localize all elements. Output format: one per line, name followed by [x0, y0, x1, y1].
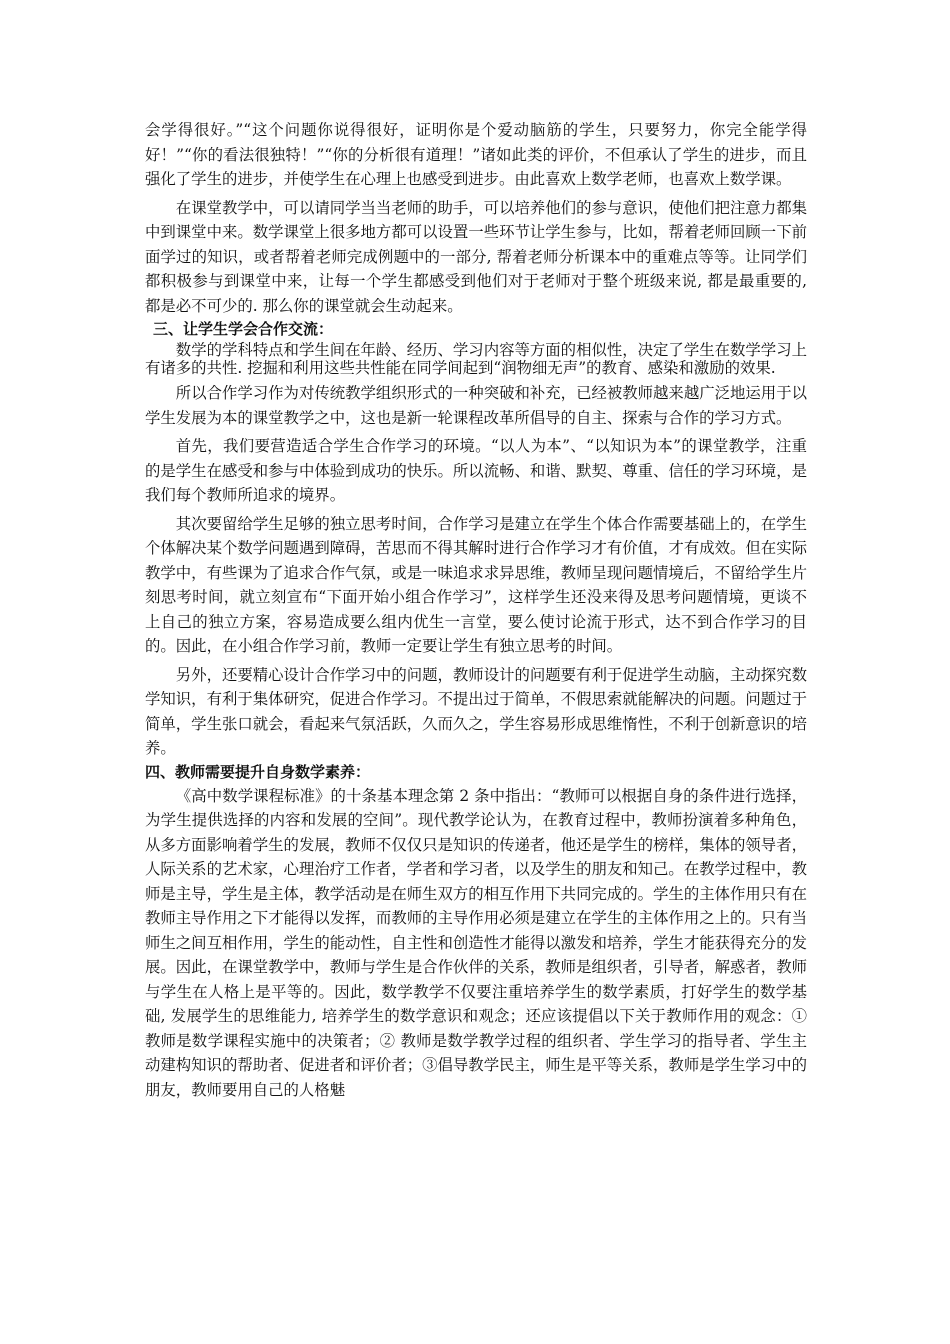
document-body	[145, 118, 807, 1102]
paragraph-cooperative-learning: 所以合作学习作为对传统教学组织形式的一种突破和补充，已经被教师越来越广泛地运用于以学生发展为本的课堂教学之中，这也是新一轮课程改革所倡导的自主、探索与合作的学习方式。	[145, 384, 807, 427]
paragraph-subject-features: 数学的学科特点和学生间在年龄、经历、学习内容等方面的相似性，决定了学生在数学学习上有诸多的共性. 挖掘和利用这些共性能在同学间起到“润物细无声”的教育、感染和激励的效果.	[145, 341, 807, 377]
paragraph-curriculum-standard: 《高中数学课程标准》的十条基本理念第 2 条中指出：“教师可以根据自身的条件进行选择，为学生提供选择的内容和发展的空间”。现代教学论认为，在教育过程中，教师扮演着多种角色，从多方面影响着学生的发展，教师不仅仅只是知识的传递者，他还是学生的榜样，集体的领导者，人际关系的艺术家，心理治疗工作者，学者和学习者，以及学生的朋友和知己。在教学过程中，教师是主导，学生是主体，教学活动是在师生双方的相互作用下共同完成的。学生的主体作用只有在教师主导作用之下才能得以发挥，而教师的主导作用必须是建立在学生的主体作用之上的。只有当师生之间互相作用，学生的能动性，自主性和创造性才能得以激发和培养，学生才能获得充分的发展。因此，在课堂教学中，教师与学生是合作伙伴的关系，教师是组织者，引导者，解惑者，教师与学生在人格上是平等的。因此，数学教学不仅要注重培养学生的数学素质，打好学生的数学基础, 发展学生的思维能力, 培养学生的数学意识和观念；还应该提倡以下关于教师作用的观念：① 教师是数学课程实施中的决策者；② 教师是数学教学过程的组织者、学生学习的指导者、学生主动建构知识的帮助者、促进者和评价者；③倡导教学民主，师生是平等关系，教师是学生学习中的朋友，教师要用自己的人格魅	[145, 786, 807, 1099]
paragraph-independent-thinking: 其次要留给学生足够的独立思考时间，合作学习是建立在学生个体合作需要基础上的，在学生个体解决某个数学问题遇到障碍，苦思而不得其解时进行合作学习才有价值，才有成效。但在实际教学中，有些课为了追求合作气氛，或是一味追求求异思维，教师呈现问题情境后，不留给学生片刻思考时间，就立刻宣布“下面开始小组合作学习”，这样学生还没来得及思考问题情境，更谈不上自己的独立方案，容易造成要么组内优生一言堂，要么使讨论流于形式，达不到合作学习的目的。因此，在小组合作学习前，教师一定要让学生有独立思考的时间。	[145, 514, 807, 655]
paragraph-question-design: 另外，还要精心设计合作学习中的问题，教师设计的问题要有利于促进学生动脑，主动探究数学知识，有利于集体研究，促进合作学习。不提出过于简单，不假思索就能解决的问题。问题过于简单，学生张口就会，看起来气氛活跃，久而久之，学生容易形成思维惰性，不利于创新意识的培养。	[145, 665, 807, 757]
paragraph-learning-environment: 首先，我们要营造适合学生合作学习的环境。“以人为本”、“以知识为本”的课堂教学，注重的是学生在感受和参与中体验到成功的快乐。所以流畅、和谐、默契、尊重、信任的学习环境，是我们每个教师所追求的境界。	[145, 437, 807, 504]
section-heading-teacher-literacy: 四、教师需要提升自身数学素养：	[145, 762, 371, 781]
paragraph-praise-examples: 会学得很好。”“这个问题你说得很好，证明你是个爱动脑筋的学生，只要努力，你完全能学得好！”“你的看法很独特！”“你的分析很有道理！”诸如此类的评价，不但承认了学生的进步，而且强化了学生的进步，并使学生在心理上也感受到进步。由此喜欢上数学老师，也喜欢上数学课。	[145, 121, 807, 188]
section-heading-cooperation: 三、让学生学会合作交流：	[153, 320, 334, 338]
paragraph-teacher-assistant: 在课堂教学中，可以请同学当当老师的助手，可以培养他们的参与意识，使他们把注意力都集中到课堂中来。数学课堂上很多地方都可以设置一些环节让学生参与，比如，帮着老师回顾一下前面学过的知识，或者帮着老师完成例题中的一部分, 帮着老师分析课本中的重难点等等。让同学们都积极参与到课堂中来，让每一个学生都感受到他们对于老师对于整个班级来说, 都是最重要的, 都是必不可少的. 那么你的课堂就会生动起来。	[145, 198, 807, 315]
